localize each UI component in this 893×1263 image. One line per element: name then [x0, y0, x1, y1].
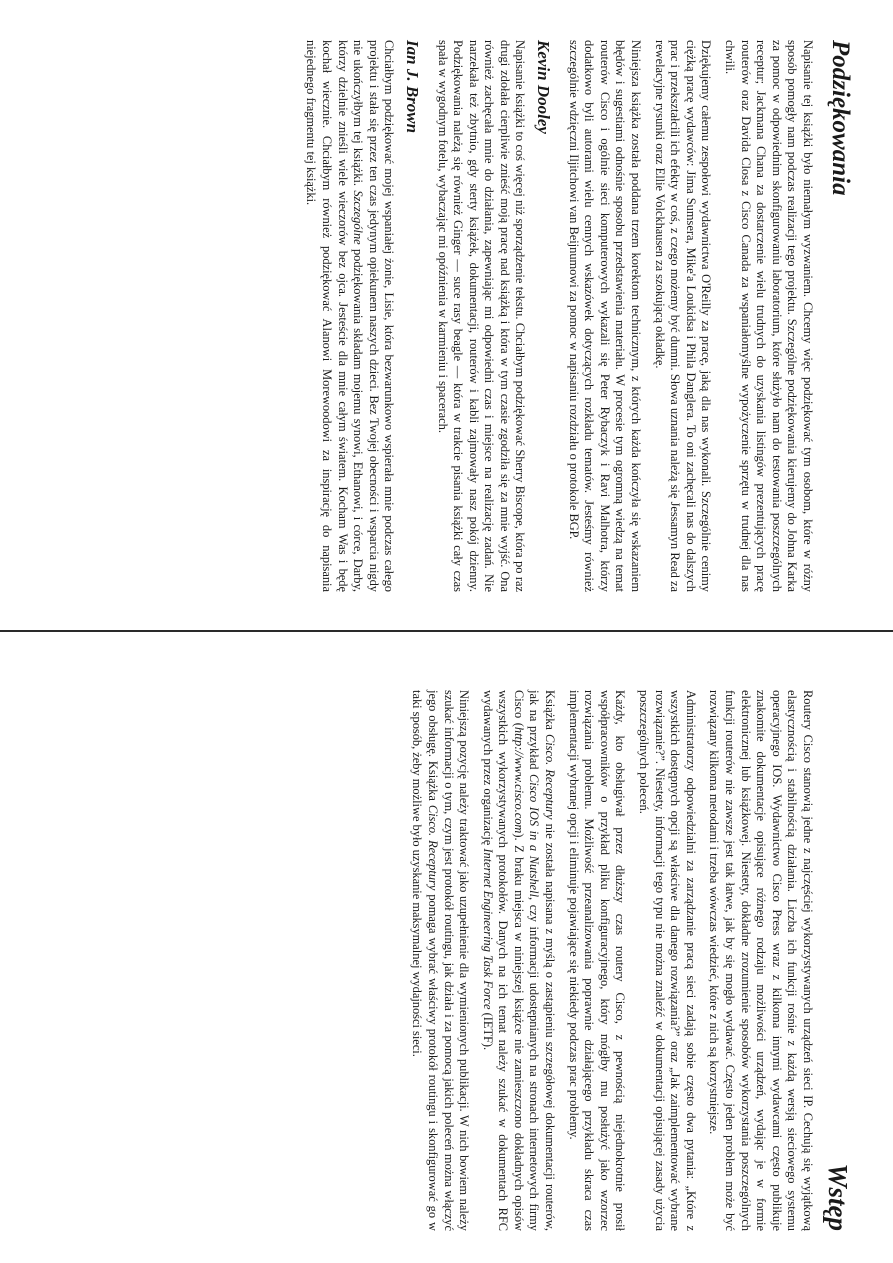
preface-paragraph-2: Administratorzy odpowiedzialni za zarządzanie pracą sieci zadają sobie często dwa pytania: „Które z wszystkich dostępnych opcji są właściwe dla danego rozwiązania?” oraz „Jak zaimplementować wybrane rozwiązanie?”. Niestety, informacji tego typu nie można znaleźć w dokumentacji opisującej zasady użycia poszczególnych poleceń.	[637, 690, 698, 1231]
author-heading-dooley: Kevin Dooley	[534, 40, 554, 134]
preface-paragraph-4	[479, 690, 557, 1231]
acknowledgements-paragraph-3: Niniejsza książka została poddana trzem korektom technicznym, z których każda kończyła się wskazaniem błędów i sugestiami odnośnie sposobu przedstawienia materiału. W procesie tym ogromną wiedzą na temat routerów Cisco i ogólnie sieci komputerowych wykazali się Peter Rybaczyk i Ravi Malhotra, którzy dodatkowo byli autorami wielu cennych wskazówek dotyczących rozkładu tematów. Jesteśmy również szczególnie wdzięczni Iljitchowi van Beijnumowi za pomoc w napisaniu rozdziału o protokole BGP.	[566, 40, 644, 592]
p4-text-e: , czy informacji udostępnianych na stronach internetowych firmy Cisco (	[511, 690, 542, 1231]
brown-text-1: Chciałbym podziękować mojej wspaniałej żonie, Lisie, która bezwarunkowo wspierała mnie podczas całego projektu i stała się przez ten czas jedynym opiekunem naszych dzieci. Bez Twojej obecności i wsparcia nigdy nie ukończyłbym tej książki.	[351, 40, 397, 592]
preface-title: Wstęp	[823, 1163, 853, 1231]
dooley-paragraph: Napisanie książki to coś więcej niż sporządzenie tekstu. Chciałbym podziękować Sherry Biscope, która po raz drugi zdołała cierpliwie znieść moją pracę nad książką i która w tym czasie zgodziła się za mnie wyjść. Ona również zachęcała mnie do działania, zapewniając mi odpowiedni czas i miejsce na realizację zadań. Nie narzekała też zbytnio, gdy sterty książek, dokumentacji, routerów i kabli zajmowały nasz pokój dzienny. Podziękowania należą się również Ginger — suce rasy beagle — która w trakcie pisania książki cały czas spała w wygodnym fotelu, wybaczając mi opóźnienia w karmieniu i spacerach.	[435, 40, 528, 592]
p5-book-title: Cisco. Receptury	[425, 804, 440, 891]
p4-text-i: (IETF).	[480, 1009, 495, 1051]
p5-text-a: Niniejszą pozycję należy traktować jako uzupełnienie dla wymienionych publikacji. W nich bowiem należy szukać informacji o tym, czym jest protokół routingu, jak działa i za pomocą jakich poleceń można włączyć jego obsługę. Książka	[425, 690, 472, 1231]
acknowledgements-title: Podziękowania	[827, 40, 854, 196]
brown-text-2: podziękowania składam mojemu synowi, Ethanowi, i córce, Darby, którzy dzielnie znieśli wiele wieczorów bez ojca. Jesteście dla mnie całym światem. Kocham Was i będę kochał wiecznie. Chciałbym również podziękować Alanowi Morewoodowi za inspirację do napisania niejednego fragmentu tej książki.	[304, 40, 366, 592]
p4-text-a: Książka	[543, 690, 558, 734]
p5-text-c: pomaga wybrać właściwy protokół routingu i skonfigurować go w taki sposób, żeby możliwe było uzyskanie maksymalnej wydajności sieci.	[410, 690, 440, 1231]
acknowledgements-paragraph-1: Napisanie tej książki było niemałym wyzwaniem. Chcemy więc podziękować tym osobom, które w różny sposób pomogły nam podczas realizacji tego projektu. Szczególne podziękowania kierujemy do Johna Karka za pomoc w odpowiednim skonfigurowaniu laboratorium, które służyło nam do testowania poszczególnych receptur; Jackmana Chana za dostarczenie wielu trudnych do uzyskania listingów prezentujących pracę routerów oraz Davida Closa z Cisco Canada za wspaniałomyślne wypożyczenie sprzętu w trudnej dla nas chwili.	[723, 40, 815, 592]
preface-paragraph-3: Każdy, kto obsługiwał przez dłuższy czas routery Cisco, z pewnością niejednokrotnie prosił współpracowników o przykład pliku konfiguracyjnego, który mógłby mu posłużyć jako wzorzec rozwiązania problemu. Możliwość przeanalizowania poprawnie działającego przykładu skraca czas implementacji wybranej opcji i eliminuje pojawiające się niekiedy podczas prac problemy.	[566, 690, 628, 1231]
brown-paragraph	[303, 40, 397, 592]
p4-text-g: ). Z braku miejsca w niniejszej książce nie zamieszczono dokładnych opisów wszystkich wykorzystywanych protokołów. Danych na ich temat należy szukać w dokumentach RFC wydawanych przez organizację	[480, 690, 526, 1231]
p4-text-c: nie została napisana z myślą o zastąpieniu szczegółowej dokumentacji routerów, jak na przykład	[527, 690, 558, 1231]
p4-book-title: Cisco. Receptury	[543, 733, 558, 820]
preface-page	[0, 632, 893, 1263]
brown-text-italic: Szczególne	[351, 190, 366, 245]
author-heading-brown: Ian J. Brown	[402, 40, 422, 134]
p4-url: http://www.cisco.com	[511, 726, 526, 834]
p4-nutshell-title: Cisco IOS in a Nutshell	[527, 773, 542, 898]
p4-ietf-name: Internet Engineering Task Force	[480, 848, 495, 1010]
preface-paragraph-1: Routery Cisco stanowią jedne z najczęściej wykorzystywanych urządzeń sieci IP. Cechują się wyjątkową elastycznością i stabilnością działania. Liczba ich funkcji rośnie z każdą wersją sieciowego systemu operacyjnego IOS. Wydawnictwo Cisco Press wraz z kilkoma innymi wydawcami często publikuje znakomite dokumentacje opisujące różnego rodzaju możliwości urządzeń, wydając je w formie elektronicznej lub książkowej. Niestety, dokładne zrozumienie sposobów wykorzystania poszczególnych funkcji routerów nie zawsze jest tak łatwe, jak by się mogło wydawać. Często jeden problem może być rozwiązany kilkoma metodami i trzeba wówczas wiedzieć, które z nich są korzystniejsze.	[707, 690, 815, 1231]
acknowledgements-paragraph-2: Dziękujemy całemu zespołowi wydawnictwa O'Reilly za pracę, jaką dla nas wykonali. Szczególnie cenimy ciężką pracę wydawców: Jima Sumsera, Mike'a Loukidsa i Phila Danglera. To oni zachęcali nas do dalszych prac i przekształcili ich efekty w coś, z czego możemy być dumni. Słowa uznania należą się Jessamyn Read za rewelacyjne rysunki oraz Ellie Volckhausen za szokującą okładkę.	[652, 40, 714, 592]
preface-paragraph-5	[409, 690, 471, 1231]
